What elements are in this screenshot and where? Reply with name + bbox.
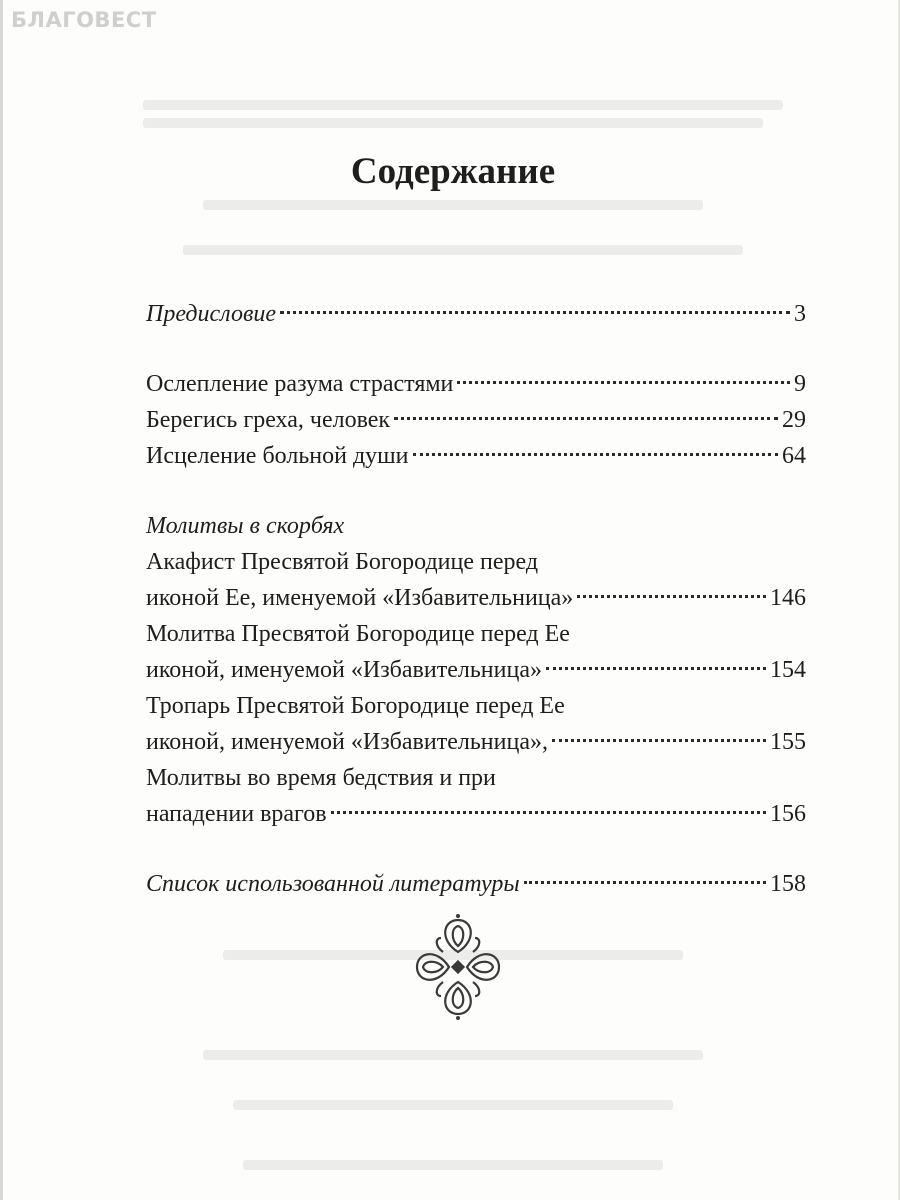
toc-entry — [146, 402, 806, 438]
dot-leader — [413, 453, 779, 456]
toc-entry-text: Предисловие — [146, 301, 277, 327]
dot-leader — [331, 811, 766, 814]
toc-page-number: 3 — [794, 301, 806, 327]
toc-entry-text: Ослепление разума страстями — [146, 371, 454, 397]
toc-entry — [146, 580, 806, 616]
toc-page-number: 9 — [794, 371, 806, 397]
toc-entry-text: иконой, именуемой «Избавительница», — [146, 729, 548, 755]
dot-leader — [524, 881, 766, 884]
toc-entry-text: Берегись греха, человек — [146, 407, 391, 433]
toc-entry-text: нападении врагов — [146, 801, 327, 827]
toc-page-number: 156 — [770, 801, 806, 827]
toc-page-number: 146 — [770, 585, 806, 611]
floral-cross-ornament-icon — [413, 912, 503, 1022]
toc-entry-text: Исцеление больной души — [146, 443, 409, 469]
toc-page-number: 64 — [782, 443, 806, 469]
table-of-contents — [146, 296, 806, 902]
toc-entry — [146, 724, 806, 760]
page-title: Содержание — [350, 151, 556, 192]
bleed-through-line — [203, 1050, 703, 1060]
toc-page-number: 154 — [770, 657, 806, 683]
toc-entry-text: Список использованной литературы — [146, 871, 520, 897]
toc-page-number: 29 — [782, 407, 806, 433]
bleed-through-line — [183, 245, 743, 255]
dot-leader — [280, 311, 790, 314]
toc-entry-line1: Молитвы во время бедствия и при — [146, 765, 496, 791]
toc-entry — [146, 366, 806, 402]
dot-leader — [546, 667, 766, 670]
toc-entry-line1: Тропарь Пресвятой Богородице перед Ее — [146, 693, 565, 719]
dot-leader — [394, 417, 778, 420]
bleed-through-line — [243, 1160, 663, 1170]
dot-leader — [457, 381, 790, 384]
watermark: БЛАГОВЕСТ — [11, 8, 157, 32]
dot-leader — [552, 739, 766, 742]
toc-entry-preface — [146, 296, 806, 332]
dot-leader — [577, 595, 766, 598]
toc-page-number: 155 — [770, 729, 806, 755]
bleed-through-line — [143, 118, 763, 128]
bleed-through-line — [203, 200, 703, 210]
toc-entry-text: иконой, именуемой «Избавительница» — [146, 657, 542, 683]
toc-entry — [146, 438, 806, 474]
section-heading: Молитвы в скорбях — [146, 513, 345, 539]
bleed-through-line — [233, 1100, 673, 1110]
bleed-through-line — [143, 100, 783, 110]
toc-entry-line1: Молитва Пресвятой Богородице перед Ее — [146, 621, 570, 647]
toc-entry-line1: Акафист Пресвятой Богородице перед — [146, 549, 539, 575]
toc-page-number: 158 — [770, 871, 806, 897]
toc-entry-text: иконой Ее, именуемой «Избавительница» — [146, 585, 574, 611]
toc-entry — [146, 796, 806, 832]
toc-entry — [146, 652, 806, 688]
toc-entry-references — [146, 866, 806, 902]
